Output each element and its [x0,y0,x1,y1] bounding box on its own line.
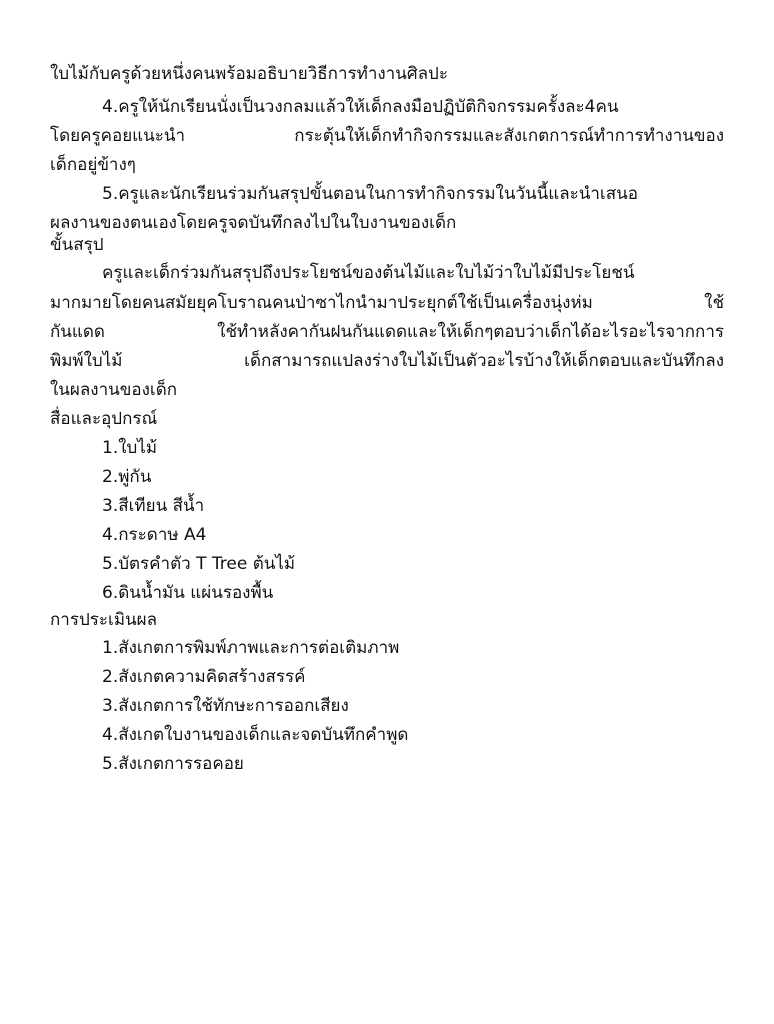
materials-item: 1.ใบไม้ [102,438,158,458]
materials-item: 6.ดินน้ำมัน แผ่นรองพื้น [102,583,274,603]
step-5-line-2: ผลงานของตนเองโดยครูจดบันทึกลงไปในใบงานของเด็ก [50,213,457,233]
evaluation-item: 5.สังเกตการรอคอย [102,754,244,774]
conclusion-heading: ขั้นสรุป [50,235,104,255]
evaluation-item: 3.สังเกตการใช้ทักษะการออกเสียง [102,696,349,716]
conclusion-line-3: กันแดด ใช้ทำหลังคากันฝนกันแดดและให้เด็กๆตอบว่าเด็กได้อะไรอะไรจากการ [50,322,724,342]
evaluation-heading: การประเมินผล [50,610,158,630]
conclusion-line-1: ครูและเด็กร่วมกันสรุปถึงประโยชน์ของต้นไม้และใบไม้ว่าใบไม้มีประโยชน์ [102,263,635,283]
evaluation-item: 1.สังเกตการพิมพ์ภาพและการต่อเติมภาพ [102,638,400,658]
evaluation-item: 4.สังเกตใบงานของเด็กและจดบันทึกคำพูด [102,725,409,745]
step-5-line-1: 5.ครูและนักเรียนร่วมกันสรุปขั้นตอนในการทำกิจกรรมในวันนี้และนำเสนอ [102,184,638,204]
materials-heading: สื่อและอุปกรณ์ [50,409,158,429]
materials-item: 3.สีเทียน สีน้ำ [102,496,205,516]
materials-item: 2.พู่กัน [102,467,152,487]
conclusion-line-4: พิมพ์ใบไม้ เด็กสามารถแปลงร่างใบไม้เป็นตัวอะไรบ้างให้เด็กตอบและบันทึกลง [50,351,724,371]
evaluation-item: 2.สังเกตความคิดสร้างสรรค์ [102,667,306,687]
conclusion-line-5: ในผลงานของเด็ก [50,380,178,400]
conclusion-line-2: มากมายโดยคนสมัยยุคโบราณคนป่าซาไกนำมาประยุกต์ใช้เป็นเครื่องนุ่งห่ม ใช้ [50,293,724,313]
step-4-line-3: เด็กอยู่ข้างๆ [50,155,136,175]
intro-line: ใบไม้กับครูด้วยหนึ่งคนพร้อมอธิบายวิธีการทำงานศิลปะ [50,64,448,84]
step-4-line-2: โดยครูคอยแนะนำ กระตุ้นให้เด็กทำกิจกรรมและสังเกตการณ์ทำการทำงานของ [50,126,724,146]
step-4-line-1: 4.ครูให้นักเรียนนั่งเป็นวงกลมแล้วให้เด็กลงมือปฏิบัติกิจกรรมครั้งละ4คน [102,97,619,117]
materials-item: 5.บัตรคำตัว T Tree ต้นไม้ [102,554,296,574]
materials-item: 4.กระดาษ A4 [102,525,207,545]
